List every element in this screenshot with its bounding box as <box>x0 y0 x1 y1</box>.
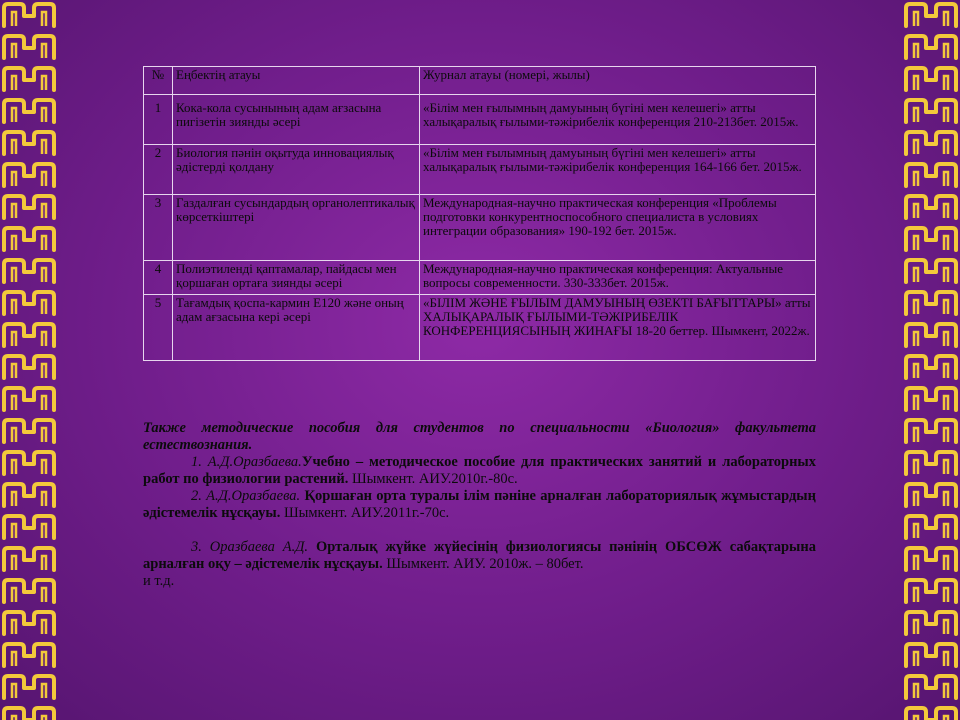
table-row <box>144 261 816 295</box>
row-title: Биология пәнін оқытуда инновациялық әдістерді қолдану <box>173 145 420 195</box>
row-num: 4 <box>144 261 173 295</box>
row-title: Тағамдық қоспа-кармин Е120 және оның адам ағзасына кері әсері <box>173 295 420 361</box>
table-row <box>144 145 816 195</box>
row-title: Кока-кола сусынының адам ағзасына пигізетін зиянды әсері <box>173 95 420 145</box>
manual-publication: Шымкент. АИУ. 2010ж. – 80бет. <box>382 556 584 572</box>
manual-author: 2. А.Д.Оразбаева. <box>191 488 301 504</box>
row-num: 2 <box>144 145 173 195</box>
ornament-pattern-icon <box>0 0 58 720</box>
manuals-etc: и т.д. <box>143 573 175 589</box>
manual-item <box>143 454 816 488</box>
ornament-pattern-icon <box>902 0 960 720</box>
right-ornament-border <box>902 0 960 720</box>
table-row <box>144 95 816 145</box>
manual-author: 3. Оразбаева А.Д. <box>191 539 309 555</box>
manual-publication: Шымкент. АИУ.2010г.-80с. <box>348 471 518 487</box>
row-num: 1 <box>144 95 173 145</box>
manual-title: Орталық жүйке жүйесінің физиологиясы пәнінің ОБСӨЖ сабақтарына арналған оқу – әдістемелік нұсқауы. <box>143 539 816 572</box>
header-title: Еңбектің атауы <box>173 67 420 95</box>
header-journal: Журнал атауы (номері, жылы) <box>420 67 816 95</box>
row-journal: Международная-научно практическая конференция: Актуальные вопросы современности. 330-333бет. 2015ж. <box>420 261 816 295</box>
manual-item <box>143 488 816 522</box>
methodical-manuals-section <box>143 420 816 590</box>
manual-item <box>143 539 816 573</box>
header-num: № <box>144 67 173 95</box>
row-journal: «БІЛІМ ЖӘНЕ ҒЫЛЫМ ДАМУЫНЫҢ ӨЗЕКТІ БАҒЫТТАРЫ» атты ХАЛЫҚАРАЛЫҚ ҒЫЛЫМИ-ТӘЖІРИБЕЛІК КОНФЕРЕНЦИЯСЫНЫҢ ЖИНАҒЫ 18-20 беттер. Шымкент, 2022ж. <box>420 295 816 361</box>
row-journal: «Білім мен ғылымның дамуының бүгіні мен келешегі» атты халықаралық ғылыми-тәжірибелік конференция 164-166 бет. 2015ж. <box>420 145 816 195</box>
row-title: Газдалған сусындардың органолептикалық көрсеткіштері <box>173 195 420 261</box>
manuals-intro: Также методические пособия для студентов по специальности «Биология» факультета естествознания. <box>143 420 816 453</box>
table-header-row <box>144 67 816 95</box>
manual-title: Учебно – методическое пособие для практических занятий и лабораторных работ по физиологии растений. <box>143 454 816 487</box>
manual-author: 1. А.Д.Оразбаева. <box>191 454 302 470</box>
row-journal: «Білім мен ғылымның дамуының бүгіні мен келешегі» атты халықаралық ғылыми-тәжірибелік конференция 210-213бет. 2015ж. <box>420 95 816 145</box>
row-num: 3 <box>144 195 173 261</box>
row-title: Полиэтиленді қаптамалар, пайдасы мен қоршаған ортаға зиянды әсері <box>173 261 420 295</box>
manual-title: Қоршаған орта туралы ілім пәніне арналған лабораториялық жұмыстардың әдістемелік нұсқауы. <box>143 488 816 521</box>
table-row <box>144 195 816 261</box>
row-num: 5 <box>144 295 173 361</box>
table-row <box>144 295 816 361</box>
publications-table <box>143 66 816 361</box>
left-ornament-border <box>0 0 58 720</box>
manual-publication: Шымкент. АИУ.2011г.-70с. <box>280 505 450 521</box>
row-journal: Международная-научно практическая конференция «Проблемы подготовки конкурентноспособного специалиста в условиях интеграции образования» 190-192 бет. 2015ж. <box>420 195 816 261</box>
